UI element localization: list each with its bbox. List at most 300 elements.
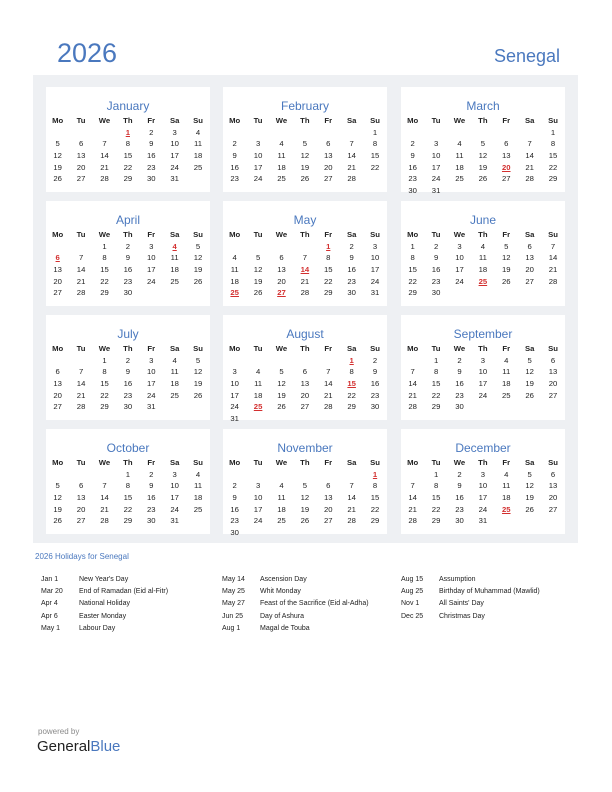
month-name: May — [293, 213, 317, 227]
day-cell: 13 — [76, 151, 86, 161]
day-cell: 31 — [230, 414, 239, 424]
empty-cell — [317, 355, 340, 367]
day-cell: 24 — [253, 516, 263, 526]
day-cell: 27 — [501, 174, 511, 184]
day-cell: 4 — [232, 253, 237, 263]
weekday-header: Th — [478, 116, 488, 125]
empty-cell — [541, 287, 564, 299]
day-cell: 20 — [501, 162, 511, 172]
weekday-header: Tu — [431, 116, 441, 125]
empty-cell — [518, 185, 541, 197]
day-cell: 29 — [548, 174, 558, 184]
day-cell: 21 — [323, 390, 333, 400]
weekday-header: Mo — [52, 116, 64, 125]
day-cell: 4 — [504, 355, 509, 365]
month-name: February — [280, 99, 330, 113]
day-cell: 5 — [255, 253, 261, 263]
month-name: November — [277, 441, 333, 455]
day-cell: 3 — [172, 127, 177, 137]
day-cell: 5 — [195, 355, 201, 365]
empty-cell — [163, 287, 186, 299]
day-cell: 1 — [433, 355, 439, 365]
powered-by-text: powered by — [38, 727, 80, 736]
holiday-name: Labour Day — [79, 624, 116, 632]
weekday-header: Fr — [147, 116, 156, 125]
day-cell: 13 — [548, 367, 558, 377]
day-cell: 28 — [548, 276, 558, 286]
day-cell: 3 — [255, 481, 261, 491]
day-cell: 5 — [55, 481, 60, 491]
day-cell: 31 — [478, 516, 488, 526]
day-cell: 3 — [172, 469, 177, 479]
day-cell: 24 — [370, 276, 380, 286]
day-cell: 7 — [550, 241, 556, 251]
day-cell: 19 — [53, 504, 62, 514]
weekday-header: Mo — [229, 458, 241, 467]
day-cell: 20 — [76, 504, 86, 514]
empty-cell — [186, 515, 209, 527]
day-cell: 5 — [302, 139, 307, 149]
day-cell: 18 — [193, 493, 203, 503]
day-cell: 11 — [194, 481, 203, 491]
empty-cell — [223, 469, 246, 481]
day-cell: 26 — [300, 174, 310, 184]
holiday-name: Christmas Day — [439, 612, 485, 620]
day-cell: 11 — [254, 379, 263, 389]
holiday-name: Ascension Day — [260, 576, 307, 583]
day-cell: 25 — [170, 276, 179, 286]
day-cell: 20 — [548, 379, 558, 389]
day-cell: 14 — [525, 151, 534, 161]
day-cell: 21 — [347, 504, 356, 514]
day-cell: 15 — [323, 265, 333, 275]
day-cell: 26 — [253, 288, 263, 298]
day-cell: 21 — [300, 276, 310, 286]
day-cell: 4 — [195, 469, 201, 479]
day-cell: 2 — [232, 481, 237, 491]
weekday-header: Sa — [524, 116, 535, 125]
weekday-header: Tu — [253, 344, 263, 353]
weekday-header: Mo — [52, 230, 64, 239]
day-cell: 31 — [146, 402, 156, 412]
holiday-item — [41, 586, 168, 598]
month-february — [223, 87, 387, 192]
brand-part-general: General — [37, 738, 91, 755]
day-cell: 10 — [170, 481, 179, 491]
day-cell: 22 — [323, 276, 333, 286]
day-cell: 26 — [277, 402, 286, 412]
day-cell: 28 — [100, 174, 109, 184]
weekday-header: We — [453, 116, 466, 125]
day-cell: 20 — [323, 162, 333, 172]
empty-cell — [223, 355, 246, 367]
day-cell: 11 — [502, 481, 511, 491]
weekday-header: Mo — [52, 458, 64, 467]
day-cell: 11 — [230, 265, 239, 275]
day-cell: 25 — [230, 288, 239, 298]
weekday-header: Fr — [147, 458, 156, 467]
weekday-header: Th — [123, 458, 133, 467]
day-cell: 1 — [550, 127, 556, 137]
day-cell: 9 — [457, 481, 462, 491]
day-cell: 24 — [478, 390, 488, 400]
empty-cell — [363, 413, 386, 425]
day-cell: 25 — [478, 276, 488, 286]
empty-cell — [69, 241, 92, 253]
weekday-header: We — [98, 344, 111, 353]
day-cell: 12 — [501, 253, 511, 263]
empty-cell — [246, 527, 269, 539]
day-cell: 1 — [102, 241, 107, 251]
empty-cell — [246, 413, 269, 425]
day-cell: 2 — [149, 127, 154, 137]
day-cell: 14 — [408, 493, 417, 503]
weekday-header: Tu — [76, 458, 86, 467]
day-cell: 19 — [525, 493, 534, 503]
month-august — [223, 315, 387, 424]
holiday-date: Dec 25 — [401, 612, 424, 620]
day-cell: 31 — [370, 288, 380, 298]
day-cell: 3 — [232, 367, 237, 377]
weekday-header: Su — [193, 344, 203, 353]
holiday-item — [401, 586, 540, 598]
weekday-header: Su — [193, 230, 203, 239]
day-cell: 29 — [123, 174, 133, 184]
empty-cell — [495, 287, 518, 299]
day-cell: 26 — [300, 516, 310, 526]
day-cell: 27 — [323, 516, 333, 526]
day-cell: 22 — [431, 390, 441, 400]
day-cell: 28 — [347, 516, 356, 526]
day-cell: 9 — [349, 253, 354, 263]
day-cell: 16 — [230, 504, 239, 514]
day-cell: 12 — [53, 493, 62, 503]
empty-cell — [495, 401, 518, 413]
day-cell: 19 — [277, 390, 286, 400]
empty-cell — [363, 173, 386, 185]
month-april — [46, 201, 210, 306]
empty-cell — [363, 527, 386, 539]
weekday-header: We — [453, 230, 466, 239]
day-cell: 21 — [347, 162, 356, 172]
empty-cell — [246, 127, 269, 139]
weekday-header: Tu — [253, 230, 263, 239]
day-cell: 22 — [100, 276, 109, 286]
day-cell: 12 — [478, 151, 488, 161]
weekday-header: We — [453, 344, 466, 353]
day-cell: 20 — [76, 162, 86, 172]
day-cell: 12 — [193, 253, 203, 263]
day-cell: 7 — [102, 481, 107, 491]
weekday-header: Su — [548, 116, 558, 125]
day-cell: 6 — [55, 367, 60, 377]
weekday-header: Tu — [253, 458, 263, 467]
holiday-name: Day of Ashura — [260, 612, 304, 620]
day-cell: 16 — [431, 265, 441, 275]
day-cell: 13 — [501, 151, 511, 161]
day-cell: 31 — [431, 186, 441, 196]
day-cell: 17 — [478, 493, 488, 503]
day-cell: 19 — [300, 504, 310, 514]
weekday-header: Th — [300, 230, 310, 239]
day-cell: 1 — [372, 127, 378, 137]
holiday-date: Aug 1 — [222, 624, 241, 632]
day-cell: 21 — [548, 265, 558, 275]
year-title: 2026 — [57, 38, 118, 68]
day-cell: 30 — [455, 402, 464, 412]
day-cell: 17 — [146, 379, 156, 389]
weekday-header: Tu — [76, 230, 86, 239]
weekday-header: Fr — [502, 116, 511, 125]
day-cell: 9 — [125, 253, 130, 263]
day-cell: 3 — [149, 241, 154, 251]
holiday-name: Feast of the Sacrifice (Eid al-Adha) — [260, 600, 369, 608]
day-cell: 14 — [347, 151, 356, 161]
day-cell: 1 — [125, 469, 130, 479]
empty-cell — [270, 355, 293, 367]
weekday-header: Th — [300, 116, 310, 125]
month-september — [401, 315, 565, 420]
holiday-column — [222, 574, 369, 635]
weekday-header: Su — [370, 344, 380, 353]
holiday-item — [401, 598, 540, 610]
day-cell: 23 — [230, 174, 239, 184]
day-cell: 9 — [125, 367, 130, 377]
day-cell: 30 — [123, 402, 133, 412]
day-cell: 16 — [370, 379, 380, 389]
day-cell: 10 — [170, 139, 179, 149]
day-cell: 24 — [478, 504, 488, 514]
day-cell: 8 — [433, 367, 439, 377]
weekday-header: Tu — [431, 458, 441, 467]
holiday-name: Easter Monday — [79, 612, 127, 620]
day-cell: 5 — [504, 241, 509, 251]
empty-cell — [270, 241, 293, 253]
month-may — [223, 201, 387, 306]
day-cell: 13 — [53, 265, 62, 275]
day-cell: 18 — [455, 162, 464, 172]
day-cell: 21 — [525, 162, 534, 172]
day-cell: 22 — [123, 162, 133, 172]
holiday-date: Aug 15 — [401, 576, 424, 583]
day-cell: 6 — [302, 367, 307, 377]
day-cell: 27 — [76, 174, 86, 184]
day-cell: 29 — [100, 288, 109, 298]
day-cell: 30 — [230, 528, 239, 538]
day-cell: 28 — [76, 402, 86, 412]
day-cell: 20 — [300, 390, 310, 400]
weekday-header: Su — [370, 458, 380, 467]
day-cell: 2 — [457, 469, 462, 479]
empty-cell — [448, 185, 471, 197]
day-cell: 21 — [76, 276, 86, 286]
day-cell: 29 — [323, 288, 333, 298]
day-cell: 30 — [123, 288, 133, 298]
day-cell: 7 — [410, 481, 415, 491]
day-cell: 25 — [170, 390, 179, 400]
day-cell: 23 — [370, 390, 380, 400]
day-cell: 23 — [347, 276, 356, 286]
day-cell: 27 — [548, 504, 558, 514]
weekday-header: Th — [478, 344, 488, 353]
weekday-header: Mo — [52, 344, 64, 353]
weekday-header: Fr — [324, 116, 333, 125]
holiday-date: May 1 — [41, 624, 61, 632]
empty-cell — [401, 469, 424, 481]
day-cell: 4 — [504, 469, 509, 479]
weekday-header: Fr — [502, 344, 511, 353]
day-cell: 6 — [279, 253, 284, 263]
month-january — [46, 87, 210, 192]
day-cell: 22 — [548, 162, 558, 172]
weekday-header: Sa — [169, 344, 180, 353]
holiday-name: Whit Monday — [260, 588, 301, 596]
weekday-header: Tu — [431, 344, 441, 353]
day-cell: 3 — [372, 241, 378, 251]
day-cell: 15 — [370, 493, 380, 503]
empty-cell — [293, 469, 316, 481]
brand-part-blue: Blue — [90, 738, 121, 755]
day-cell: 28 — [76, 288, 86, 298]
day-cell: 2 — [149, 469, 154, 479]
empty-cell — [246, 241, 269, 253]
weekday-header: Mo — [407, 458, 419, 467]
weekday-header: Su — [370, 116, 380, 125]
empty-cell — [518, 401, 541, 413]
day-cell: 8 — [550, 139, 556, 149]
day-cell: 18 — [193, 151, 203, 161]
empty-cell — [46, 127, 69, 139]
day-cell: 29 — [100, 402, 109, 412]
day-cell: 26 — [478, 174, 488, 184]
empty-cell — [317, 413, 340, 425]
day-cell: 27 — [525, 276, 534, 286]
day-cell: 13 — [323, 493, 333, 503]
empty-cell — [293, 355, 316, 367]
day-cell: 28 — [300, 288, 310, 298]
day-cell: 24 — [230, 402, 239, 412]
holiday-date: Jun 25 — [222, 612, 244, 620]
day-cell: 5 — [55, 139, 60, 149]
day-cell: 5 — [302, 481, 307, 491]
weekday-header: Su — [370, 230, 380, 239]
holiday-item — [222, 611, 369, 623]
weekday-header: We — [98, 116, 111, 125]
day-cell: 3 — [149, 355, 154, 365]
day-cell: 23 — [146, 504, 156, 514]
empty-cell — [424, 127, 447, 139]
day-cell: 24 — [431, 174, 441, 184]
day-cell: 14 — [100, 493, 109, 503]
day-cell: 27 — [53, 402, 62, 412]
day-cell: 2 — [410, 139, 415, 149]
day-cell: 25 — [455, 174, 464, 184]
day-cell: 8 — [433, 481, 439, 491]
weekday-header: Su — [193, 116, 203, 125]
weekday-header: Fr — [324, 230, 333, 239]
empty-cell — [471, 401, 494, 413]
day-cell: 12 — [300, 493, 310, 503]
day-cell: 27 — [323, 174, 333, 184]
day-cell: 28 — [323, 402, 333, 412]
day-cell: 20 — [53, 276, 62, 286]
empty-cell — [140, 287, 163, 299]
day-cell: 11 — [170, 367, 179, 377]
brand-logo — [37, 738, 120, 755]
day-cell: 14 — [408, 379, 417, 389]
day-cell: 11 — [478, 253, 487, 263]
empty-cell — [401, 127, 424, 139]
day-cell: 1 — [433, 469, 439, 479]
day-cell: 8 — [410, 253, 415, 263]
day-cell: 18 — [170, 379, 179, 389]
day-cell: 22 — [370, 504, 380, 514]
day-cell: 22 — [347, 390, 356, 400]
day-cell: 1 — [125, 127, 130, 137]
day-cell: 7 — [349, 481, 354, 491]
day-cell: 12 — [525, 481, 534, 491]
empty-cell — [93, 469, 116, 481]
day-cell: 26 — [525, 390, 534, 400]
day-cell: 9 — [149, 481, 154, 491]
day-cell: 19 — [478, 162, 488, 172]
day-cell: 30 — [146, 174, 156, 184]
day-cell: 16 — [230, 162, 239, 172]
day-cell: 23 — [455, 390, 464, 400]
weekday-header: Mo — [229, 230, 241, 239]
day-cell: 4 — [172, 355, 177, 365]
day-cell: 19 — [525, 379, 534, 389]
weekday-header: Tu — [431, 230, 441, 239]
day-cell: 15 — [431, 379, 441, 389]
day-cell: 14 — [76, 265, 86, 275]
day-cell: 30 — [431, 288, 441, 298]
day-cell: 23 — [431, 276, 441, 286]
day-cell: 19 — [300, 162, 310, 172]
weekday-header: Fr — [147, 230, 156, 239]
weekday-header: Fr — [502, 230, 511, 239]
empty-cell — [69, 127, 92, 139]
weekday-header: Th — [300, 458, 310, 467]
day-cell: 4 — [172, 241, 177, 251]
day-cell: 5 — [279, 367, 284, 377]
day-cell: 21 — [100, 162, 109, 172]
holiday-date: May 27 — [222, 600, 245, 608]
empty-cell — [69, 355, 92, 367]
empty-cell — [448, 287, 471, 299]
holiday-date: Jan 1 — [41, 576, 59, 583]
day-cell: 1 — [372, 469, 378, 479]
empty-cell — [293, 127, 316, 139]
month-name: January — [106, 99, 150, 113]
empty-cell — [541, 401, 564, 413]
empty-cell — [518, 287, 541, 299]
day-cell: 26 — [193, 390, 203, 400]
day-cell: 17 — [431, 162, 441, 172]
holiday-name: Birthday of Muhammad (Mawlid) — [439, 588, 540, 596]
month-name: April — [115, 213, 140, 227]
empty-cell — [223, 127, 246, 139]
holiday-name: National Holiday — [79, 600, 130, 608]
weekday-header: Sa — [346, 230, 357, 239]
day-cell: 30 — [455, 516, 464, 526]
day-cell: 11 — [455, 151, 464, 161]
day-cell: 10 — [455, 253, 464, 263]
day-cell: 8 — [326, 253, 331, 263]
weekday-header: Fr — [502, 458, 511, 467]
day-cell: 19 — [193, 265, 203, 275]
day-cell: 27 — [548, 390, 558, 400]
